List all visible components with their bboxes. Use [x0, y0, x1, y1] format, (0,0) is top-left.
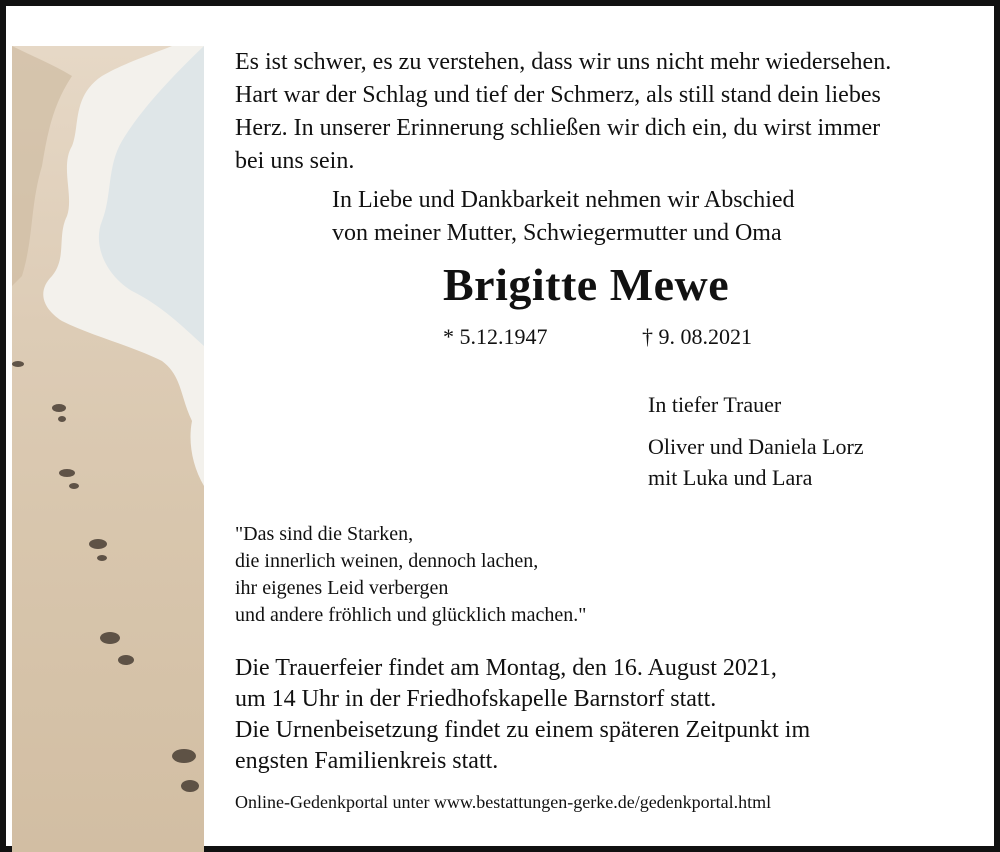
footprint — [89, 539, 107, 549]
beach-illustration — [12, 46, 204, 852]
poem-line: bei uns sein. — [235, 148, 355, 174]
intro-line: von meiner Mutter, Schwiegermutter und Oma — [332, 220, 782, 246]
service-line: Die Urnenbeisetzung findet zu einem späteren Zeitpunkt im — [235, 717, 811, 743]
memorial-poem — [235, 46, 891, 178]
beach-footprints-image — [12, 46, 204, 852]
footprint — [181, 780, 199, 792]
footprint — [100, 632, 120, 644]
family-line: Oliver und Daniela Lorz — [648, 434, 864, 459]
footprint — [12, 361, 24, 367]
poem-line: Hart war der Schlag und tief der Schmerz, als still stand dein liebes — [235, 82, 881, 108]
footprint — [58, 416, 66, 422]
footprint — [69, 483, 79, 489]
family-names — [648, 431, 864, 493]
footprint — [118, 655, 134, 665]
footprint — [59, 469, 75, 477]
quote-line: und andere fröhlich und glücklich machen." — [235, 604, 587, 626]
quote-line: ihr eigenes Leid verbergen — [235, 577, 449, 599]
footprint — [97, 555, 107, 561]
poem-line: Es ist schwer, es zu verstehen, dass wir uns nicht mehr wiedersehen. — [235, 49, 892, 75]
quote-line: "Das sind die Starken, — [235, 523, 414, 545]
poem-line: Herz. In unserer Erinnerung schließen wir dich ein, du wirst immer — [235, 115, 881, 141]
online-portal-link[interactable]: Online-Gedenkportal unter www.bestattungen-gerke.de/gedenkportal.html — [235, 792, 772, 812]
death-date: † 9. 08.2021 — [642, 324, 752, 349]
service-line: um 14 Uhr in der Friedhofskapelle Barnstorf statt. — [235, 686, 717, 712]
birth-date: * 5.12.1947 — [443, 324, 548, 349]
footprints — [12, 361, 199, 792]
footprint — [172, 749, 196, 763]
quote-line: die innerlich weinen, dennoch lachen, — [235, 550, 539, 572]
service-line: engsten Familienkreis statt. — [235, 748, 499, 774]
intro-line: In Liebe und Dankbarkeit nehmen wir Abschied — [332, 187, 795, 213]
farewell-intro — [332, 184, 795, 250]
mourning-label: In tiefer Trauer — [648, 392, 782, 417]
quote — [235, 521, 586, 629]
service-line: Die Trauerfeier findet am Montag, den 16. August 2021, — [235, 655, 777, 681]
family-line: mit Luka und Lara — [648, 465, 813, 490]
service-info — [235, 653, 810, 777]
deceased-name: Brigitte Mewe — [443, 259, 730, 310]
footprint — [52, 404, 66, 412]
